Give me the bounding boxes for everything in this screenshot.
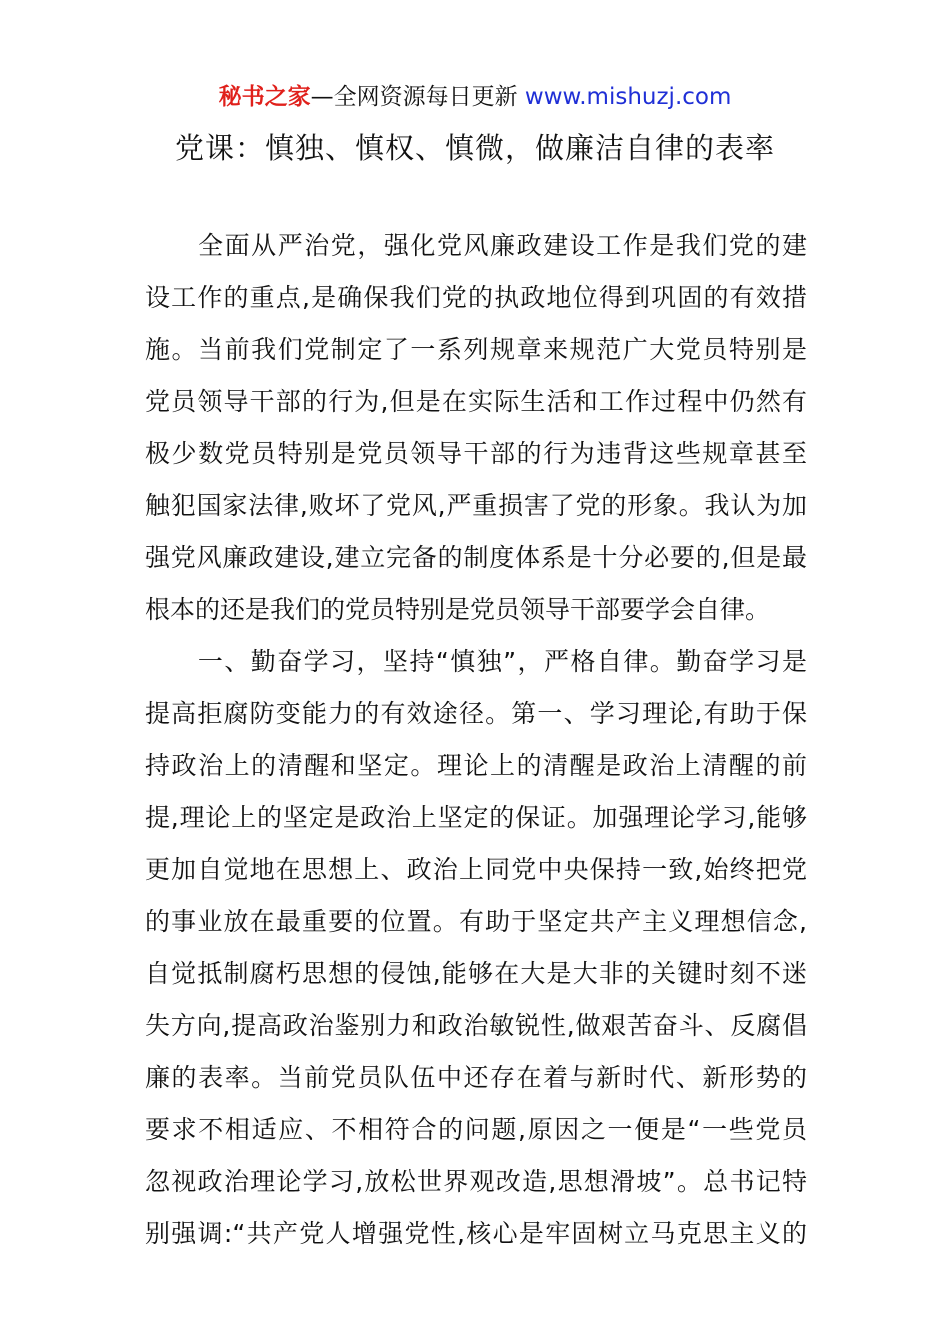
- site-brand: 秘书之家: [218, 84, 311, 110]
- text-line: 失方向,提高政治鉴别力和政治敏锐性,做艰苦奋斗、反腐倡: [145, 1011, 807, 1040]
- text-line: 廉的表率。当前党员队伍中还存在着与新时代、新形势的: [145, 1063, 807, 1092]
- text-line: 强党风廉政建设,建立完备的制度体系是十分必要的,但是最: [145, 543, 807, 572]
- text-line: 极少数党员特别是党员领导干部的行为违背这些规章甚至: [145, 439, 807, 468]
- text-line: 别强调:“共产党人增强党性,核心是牢固树立马克思主义的: [145, 1219, 807, 1248]
- text-line: 持政治上的清醒和坚定。理论上的清醒是政治上清醒的前: [145, 751, 807, 780]
- text-line: 党员领导干部的行为,但是在实际生活和工作过程中仍然有: [145, 387, 807, 416]
- text-line: 的事业放在最重要的位置。有助于坚定共产主义理想信念,: [145, 907, 807, 936]
- site-url-link[interactable]: www.mishuzj.com: [524, 84, 732, 110]
- document-title: 党课：慎独、慎权、慎微，做廉洁自律的表率: [174, 131, 775, 165]
- text-line: 更加自觉地在思想上、政治上同党中央保持一致,始终把党: [145, 855, 807, 884]
- site-header: [0, 82, 950, 112]
- text-line: 提,理论上的坚定是政治上坚定的保证。加强理论学习,能够: [145, 803, 807, 832]
- text-line: 设工作的重点,是确保我们党的执政地位得到巩固的有效措: [145, 283, 807, 312]
- text-line: 根本的还是我们的党员特别是党员领导干部要学会自律。: [145, 595, 771, 624]
- text-line: 一、勤奋学习，坚持“慎独”，严格自律。勤奋学习是: [145, 647, 807, 676]
- text-line: 自觉抵制腐朽思想的侵蚀,能够在大是大非的关键时刻不迷: [145, 959, 807, 988]
- text-line: 提高拒腐防变能力的有效途径。第一、学习理论,有助于保: [145, 699, 807, 728]
- text-line: 全面从严治党，强化党风廉政建设工作是我们党的建: [145, 231, 807, 260]
- text-line: 施。当前我们党制定了一系列规章来规范广大党员特别是: [145, 335, 807, 364]
- site-tagline: —全网资源每日更新: [310, 84, 518, 110]
- text-line: 忽视政治理论学习,放松世界观改造,思想滑坡”。总书记特: [145, 1167, 807, 1196]
- text-line: 要求不相适应、不相符合的问题,原因之一便是“一些党员: [145, 1115, 807, 1144]
- text-line: 触犯国家法律,败坏了党风,严重损害了党的形象。我认为加: [145, 491, 807, 520]
